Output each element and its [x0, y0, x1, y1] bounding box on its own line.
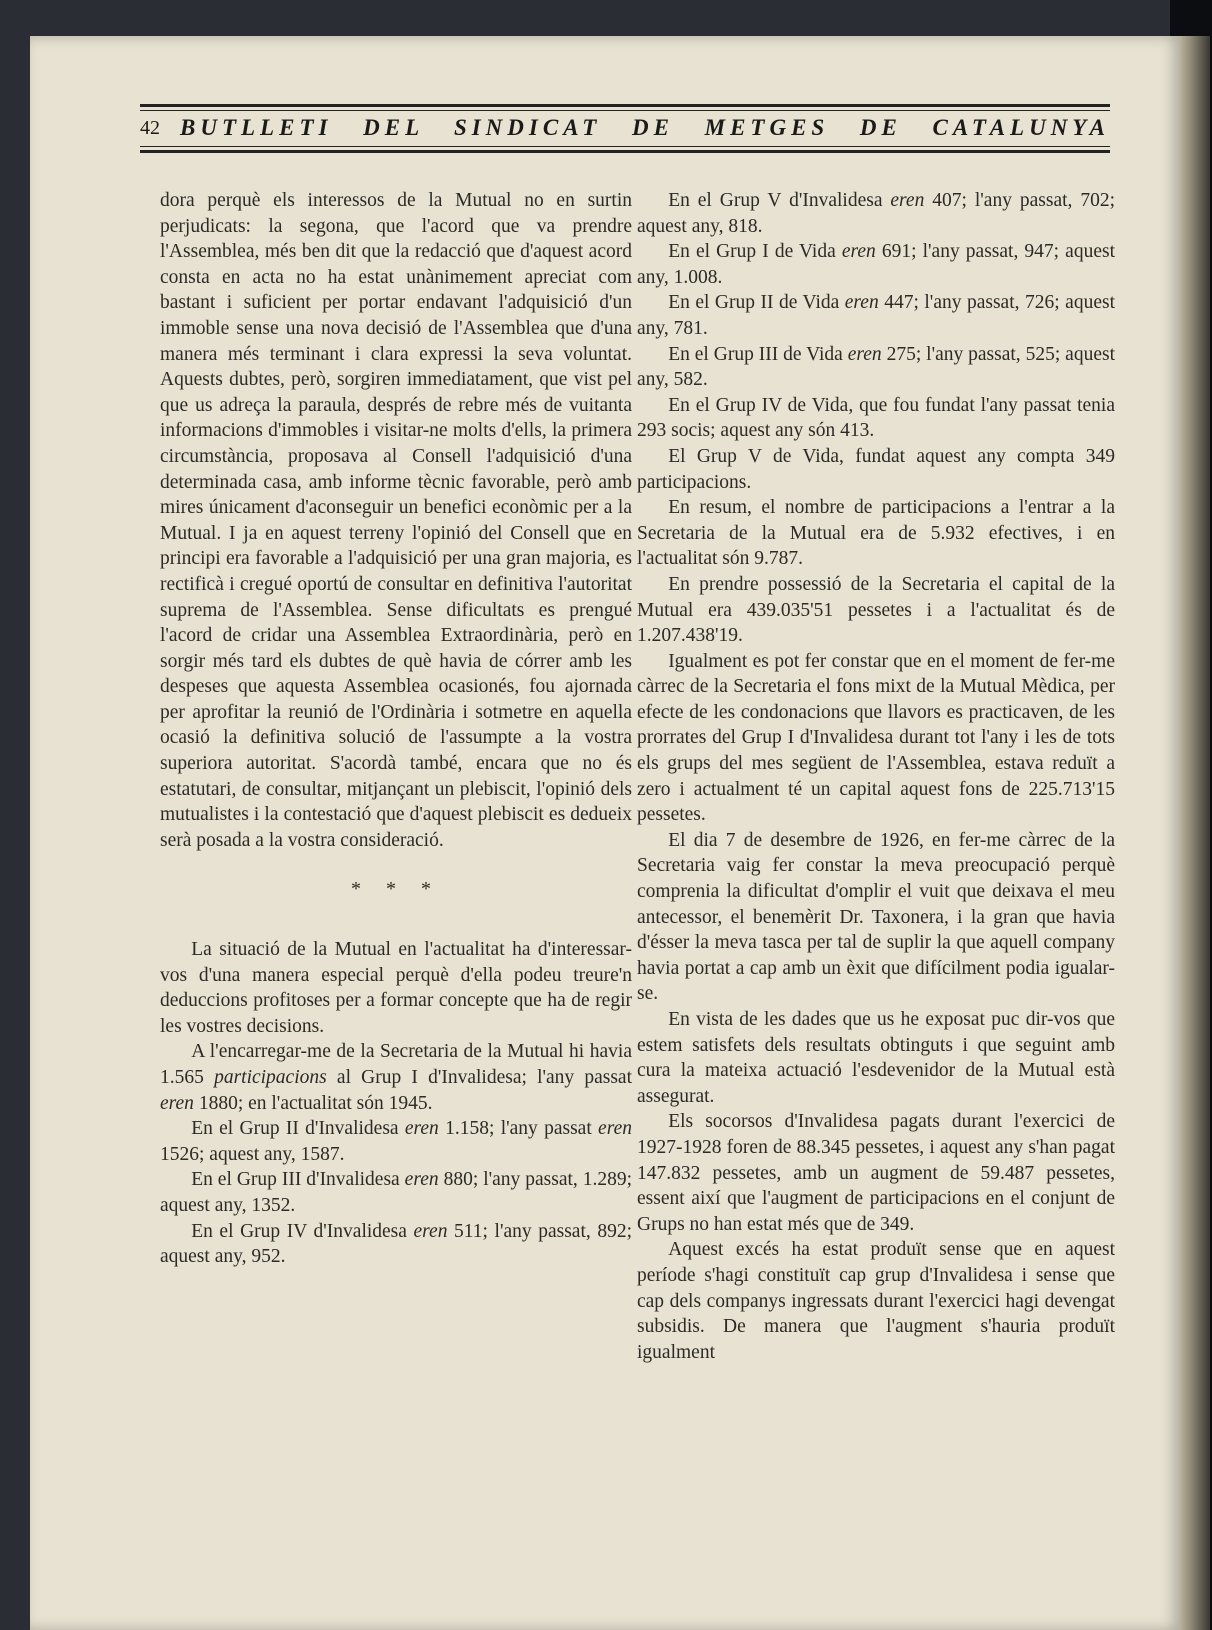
paragraph: En el Grup V d'Invalidesa eren 407; l'any passat, 702; aquest any, 818.	[637, 190, 1115, 237]
paragraph: En el Grup III de Vida eren 275; l'any passat, 525; aquest any, 582.	[637, 343, 1115, 391]
paragraph: En vista de les dades que us he exposat puc dir-vos que estem satisfets dels resultats obtinguts i que seguint amb cura la mateixa actuació l'esdevenidor de la Mutual està assegurat.	[637, 1009, 1115, 1107]
paragraph: En el Grup III d'Invalidesa eren 880; l'any passat, 1.289; aquest any, 1352.	[160, 1169, 633, 1216]
paragraph: En el Grup IV d'Invalidesa eren 511; l'any passat, 892; aquest any, 952.	[160, 1220, 632, 1268]
paragraph: En resum, el nombre de participacions a l'entrar a la Secretaria de la Mutual era de 5.932 efectives, i en l'actualitat són 9.787.	[637, 497, 1115, 570]
page-number: 42	[140, 116, 160, 139]
header-rule	[140, 150, 1110, 153]
paragraph: En el Grup II de Vida eren 447; l'any passat, 726; aquest any, 781.	[637, 292, 1115, 339]
paragraph: En prendre possessió de la Secretaria el capital de la Mutual era 439.035'51 pessetes i a l'actualitat és de 1.207.438'19.	[637, 573, 1115, 647]
paragraph: Igualment es pot fer constar que en el moment de fer-me càrrec de la Secretaria el fons mixt de la Mutual Mèdica, per efecte de les condonacions que llavors es practicaven, de les prorrates del Grup I d'Invalidesa durant tot l'any i les de tots els grups del mes següent de l'Assemblea, estava reduït a zero i actualment té un capital aquest fons de 225.713'15 pessetes.	[637, 650, 1115, 826]
paragraph: Aquest excés ha estat produït sense que en aquest període s'hagi constituït cap grup d'Invalidesa i sense que cap dels companys ingressats durant l'exercici hagi devengat subsidis. De manera que l'augment s'hauria produït igualment	[637, 1239, 1115, 1363]
header-rule	[140, 104, 1110, 107]
paragraph: En el Grup II d'Invalidesa eren 1.158; l'any passat eren 1526; aquest any, 1587.	[160, 1118, 632, 1165]
running-title: BUTLLETI DEL SINDICAT DE METGES DE CATALUNYA	[180, 115, 1110, 140]
header-rule	[140, 146, 1110, 147]
paragraph: En el Grup I de Vida eren 691; l'any passat, 947; aquest any, 1.008.	[637, 241, 1115, 288]
running-header	[140, 104, 1110, 158]
paragraph: dora perquè els interessos de la Mutual no en surtin perjudicats: la segona, que l'acord que va prendre l'Assemblea, més ben dit que la redacció que d'aquest acord consta en acta no ha estat unànimement apreciat com bastant i suficient per portar endavant l'adquisició d'un immoble sense una nova decisió de l'Assemblea que d'una manera més terminant i clara expressi la seva voluntat. Aquests dubtes, però, sorgiren immediatament, que vist pel que us adreça la paraula, després de rebre més de vuitanta informacions d'immobles i visitar-ne molts d'ells, la primera circumstància, proposava al Consell l'adquisició d'una determinada casa, amb informe tècnic favorable, però amb mires únicament d'aconseguir un benefici econòmic per a la Mutual. I ja en aquest terreny l'opinió del Consell que en principi era favorable a l'adquisició per una gran majoria, es rectificà i cregué oportú de consultar en definitiva l'autoritat suprema de l'Assemblea. Sense dificultats es prengué l'acord de cridar una Assemblea Extraordinària, però en sorgir més tard els dubtes de què havia de córrer amb les despeses que aquesta Assemblea ocasionés, fou ajornada per aprofitar la reunió de l'Ordinària i sotmetre en aquella ocasió la definitiva solució de l'assumpte a la vostra superiora autoritat. S'acordà també, encara que no és estatutari, de consultar, mitjançant un plebiscit, l'opinió dels mutualistes i la contestació que d'aquest plebiscit es dedueix serà posada a la vostra consideració.	[160, 190, 632, 851]
paragraph: El dia 7 de desembre de 1926, en fer-me càrrec de la Secretaria vaig fer constar la meva preocupació perquè comprenia la dificultat d'omplir el vuit que deixava el meu antecessor, el benemèrit Dr. Taxonera, i la gran que havia d'ésser la meva tasca per tal de suplir la que aquell company havia portat a cap amb un èxit que difícilment podia igualar-se.	[637, 829, 1115, 1005]
section-separator: * * *	[351, 878, 441, 901]
paragraph: El Grup V de Vida, fundat aquest any compta 349 participacions.	[637, 445, 1115, 493]
right-column	[637, 188, 1115, 1365]
header-text	[140, 114, 1110, 142]
paragraph: Els socorsos d'Invalidesa pagats durant l'exercici de 1927-1928 foren de 88.345 pessetes, i aquest any s'han pagat 147.832 pessetes, amb un augment de 59.487 pessetes, essent així que l'augment de participacions en el conjunt de Grups no han estat més que de 349.	[637, 1111, 1115, 1235]
left-column	[160, 188, 632, 1270]
paragraph: La situació de la Mutual en l'actualitat ha d'interessar-vos d'una manera especial perquè d'ella podeu treure'n deduccions profitoses per a formar concepte que ha de regir les vostres decisions.	[160, 939, 632, 1037]
page-gutter	[1180, 36, 1210, 1630]
paragraph: A l'encarregar-me de la Secretaria de la Mutual hi havia 1.565 participacions al Grup I d'Invalidesa; l'any passat eren 1880; en l'actualitat són 1945.	[160, 1041, 633, 1114]
header-rule	[140, 110, 1110, 111]
paragraph: En el Grup IV de Vida, que fou fundat l'any passat tenia 293 socis; aquest any són 413.	[637, 394, 1115, 442]
